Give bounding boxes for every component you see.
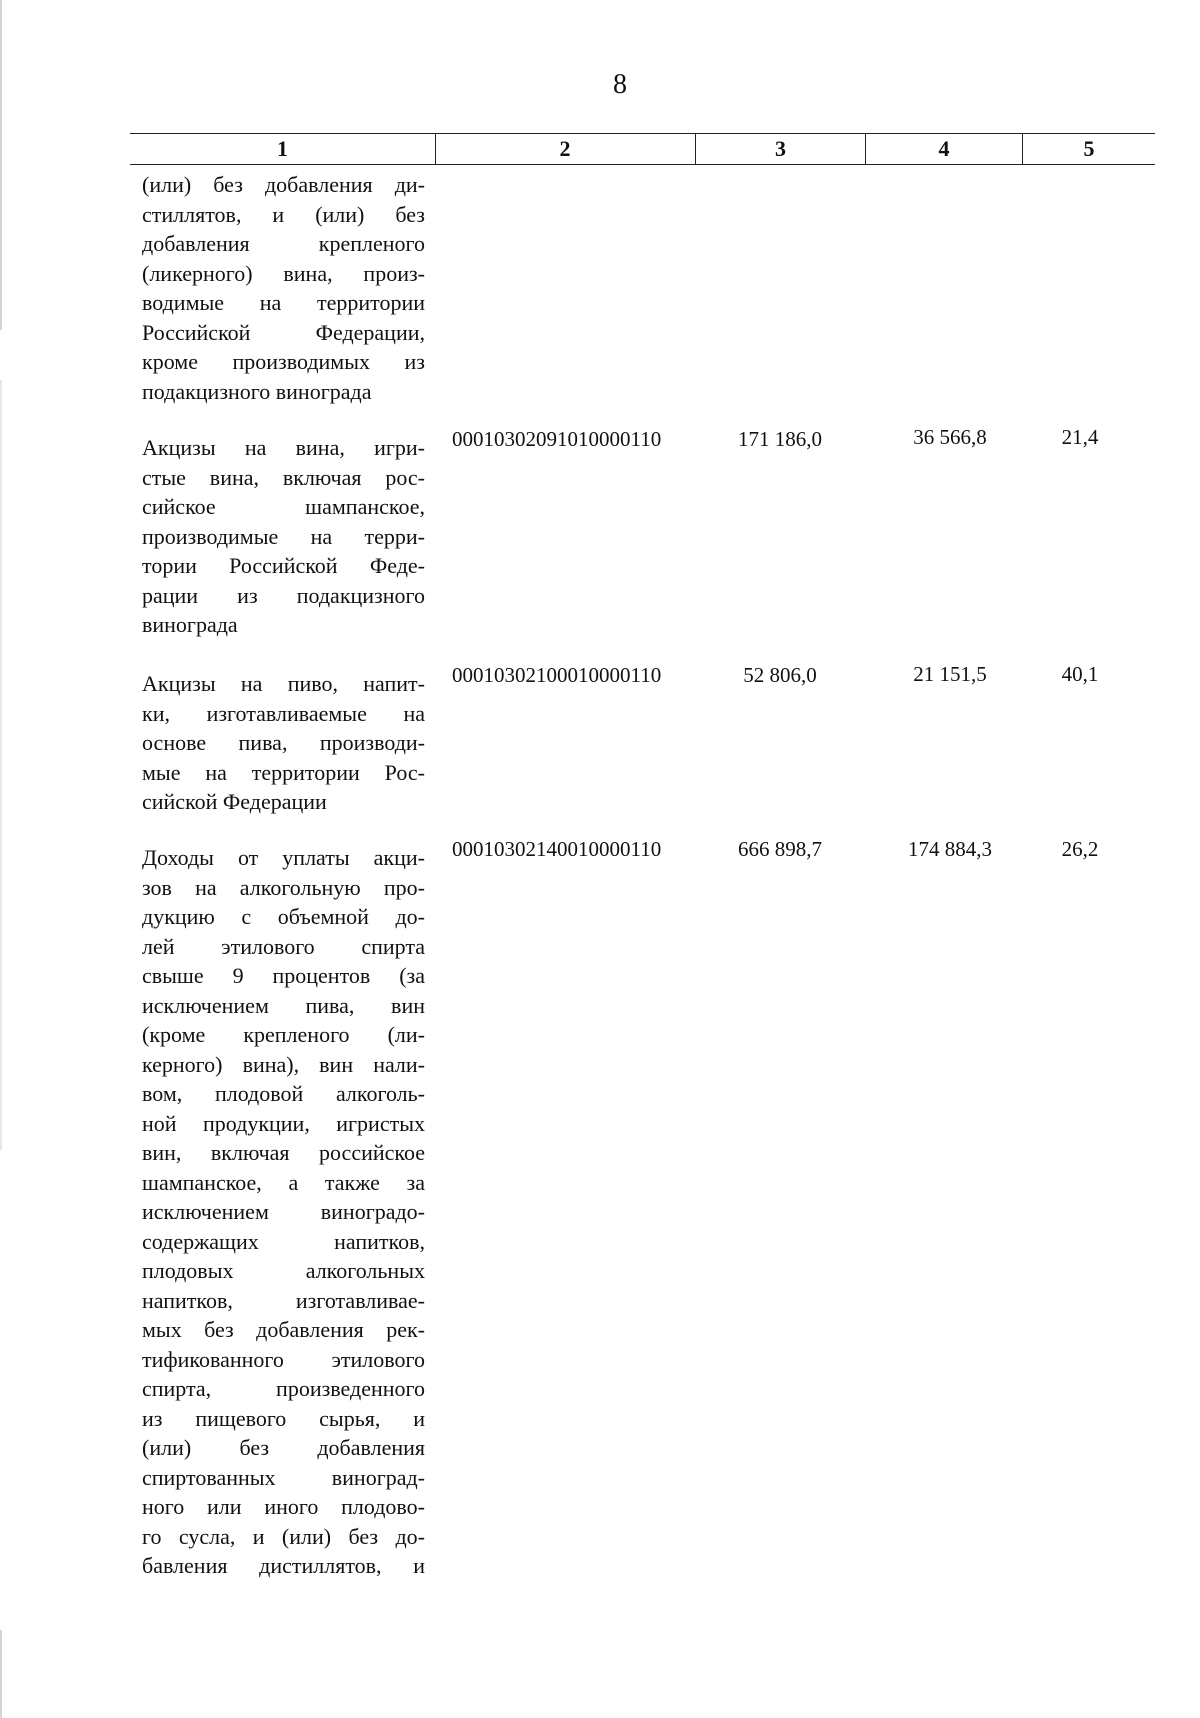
value-col-3: 52 806,0: [743, 663, 817, 687]
row-description: [142, 170, 425, 406]
description-line: исключением пива, вин: [142, 992, 425, 1018]
description-line: сийской Федерации: [142, 789, 327, 814]
header-col-1: 1: [277, 136, 288, 161]
description-line: винограда: [142, 612, 238, 637]
description-line: кроме производимых из: [142, 349, 425, 374]
description-line: подакцизного винограда: [142, 378, 372, 404]
value-col-3: 171 186,0: [738, 427, 822, 451]
description-line: лей этилового спирта: [142, 933, 425, 959]
description-line: дукцию с объемной до-: [142, 904, 425, 929]
value-col-5: 40,1: [1061, 662, 1099, 686]
scan-edge-line: [0, 380, 2, 1150]
description-line: (или) без добавления: [142, 1435, 425, 1460]
description-line: спиртованных виноград-: [142, 1464, 425, 1490]
description-line: плодовых алкогольных: [142, 1258, 425, 1283]
description-line: мых без добавления рек-: [142, 1317, 425, 1342]
description-line: водимые на территории: [142, 290, 425, 315]
description-line: (ликерного) вина, произ-: [142, 260, 425, 286]
description-line: стые вина, включая рос-: [142, 464, 425, 490]
description-line: рации из подакцизного: [142, 582, 425, 608]
description-line: спирта, произведенного: [142, 1376, 425, 1401]
description-line: содержащих напитков,: [142, 1228, 425, 1254]
description-line: вин, включая российское: [142, 1140, 425, 1165]
description-line: ного или иного плодово-: [142, 1494, 425, 1519]
value-col-4: 21 151,5: [913, 662, 987, 686]
value-col-4: 36 566,8: [913, 425, 987, 449]
budget-code: 00010302140010000110: [452, 837, 662, 861]
description-line: из пищевого сырья, и: [142, 1405, 425, 1431]
description-line: бавления дистиллятов, и: [142, 1553, 425, 1578]
description-line: сийское шампанское,: [142, 494, 425, 519]
description-line: зов на алкогольную про-: [142, 874, 425, 900]
header-col-3: 3: [775, 136, 786, 161]
description-line: исключением виноградо-: [142, 1199, 425, 1224]
description-line: мые на территории Рос-: [142, 759, 425, 785]
value-col-3: 666 898,7: [738, 837, 822, 861]
page-number: 8: [613, 69, 627, 100]
table-header: [130, 133, 1155, 165]
description-line: стиллятов, и (или) без: [142, 201, 425, 227]
description-line: основе пива, производи-: [142, 730, 425, 755]
row-description: [142, 669, 425, 817]
description-line: добавления крепленого: [142, 231, 425, 256]
description-line: го сусла, и (или) без до-: [142, 1523, 425, 1549]
value-col-5: 21,4: [1061, 425, 1099, 449]
scan-edge-line: [0, 0, 2, 330]
row-description: [142, 843, 425, 1581]
description-line: производимые на терри-: [142, 523, 425, 549]
scan-edge-line: [0, 1630, 2, 1718]
description-line: керного) вина), вин нали-: [142, 1051, 425, 1077]
description-line: вом, плодовой алкоголь-: [142, 1081, 425, 1106]
header-col-2: 2: [559, 136, 571, 161]
description-line: Доходы от уплаты акци-: [142, 845, 425, 870]
description-line: Российской Федерации,: [142, 319, 425, 345]
description-line: тории Российской Феде-: [142, 553, 425, 578]
description-line: Акцизы на вина, игри-: [142, 435, 425, 460]
description-line: (или) без добавления ди-: [142, 172, 425, 197]
description-line: ной продукции, игристых: [142, 1110, 425, 1136]
description-line: (кроме крепленого (ли-: [142, 1022, 425, 1047]
description-line: ки, изготавливаемые на: [142, 700, 425, 726]
value-col-4: 174 884,3: [908, 837, 992, 861]
header-col-4: 4: [938, 136, 950, 161]
description-line: напитков, изготавливае-: [142, 1287, 425, 1313]
header-col-5: 5: [1083, 136, 1095, 161]
value-col-5: 26,2: [1061, 837, 1099, 861]
row-description: [142, 433, 425, 640]
budget-code: 00010302091010000110: [452, 427, 662, 451]
description-line: шампанское, а также за: [142, 1169, 425, 1195]
budget-code: 00010302100010000110: [452, 663, 662, 687]
description-line: тификованного этилового: [142, 1346, 425, 1372]
description-line: Акцизы на пиво, напит-: [142, 671, 425, 696]
description-line: свыше 9 процентов (за: [142, 963, 425, 988]
